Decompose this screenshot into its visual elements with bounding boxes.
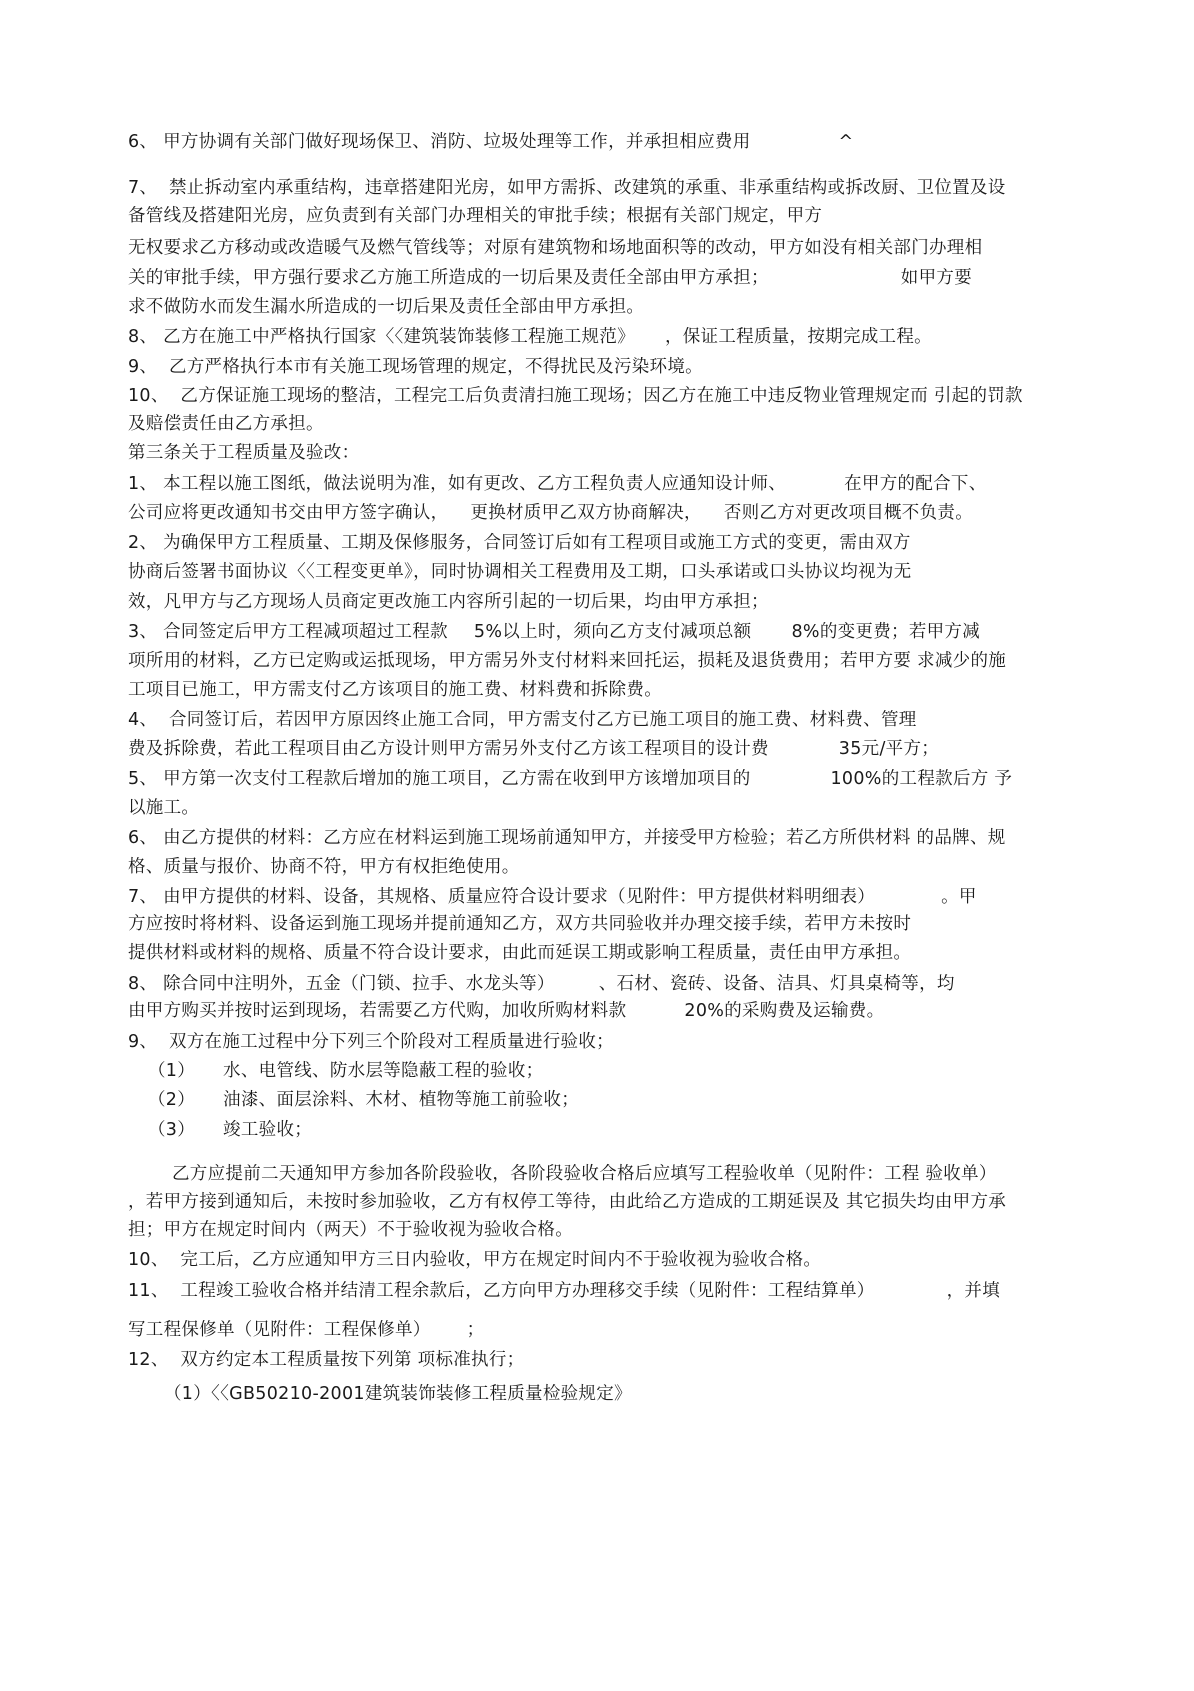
text-line: 费及拆除费，若此工程项目由乙方设计则甲方需另外支付乙方该工程项目的设计费 35元/平方； xyxy=(128,739,940,759)
text-line: 及赔偿责任由乙方承担。 xyxy=(128,414,324,434)
text-line: 格、质量与报价、协商不符，甲方有权拒绝使用。 xyxy=(128,857,520,877)
text-line: 方应按时将材料、设备运到施工现场并提前通知乙方，双方共同验收并办理交接手续，若甲方未按时 xyxy=(128,914,912,934)
quality-clause-7-line: 7、 由甲方提供的材料、设备，其规格、质量应符合设计要求（见附件：甲方提供材料明细表） 。甲 xyxy=(128,887,977,907)
text-line: 以施工。 xyxy=(128,798,200,818)
text-line: 担；甲方在规定时间内（两天）不于验收视为验收合格。 xyxy=(128,1220,573,1240)
text-line: 写工程保修单（见附件：工程保修单） ； xyxy=(128,1320,485,1340)
quality-clause-2-line: 2、 为确保甲方工程质量、工期及保修服务，合同签订后如有工程项目或施工方式的变更，需由双方 xyxy=(128,533,911,553)
text-line: 工项目已施工，甲方需支付乙方该项目的施工费、材料费和拆除费。 xyxy=(128,680,662,700)
text-line: 提供材料或材料的规格、质量不符合设计要求，由此而延误工期或影响工程质量，责任由甲方承担。 xyxy=(128,943,912,963)
clause-7-line: 7、 禁止拆动室内承重结构，违章搭建阳光房，如甲方需拆、改建筑的承重、非承重结构或拆改厨、卫位置及设 xyxy=(128,178,1006,198)
text-line: 备管线及搭建阳光房，应负责到有关部门办理相关的审批手续；根据有关部门规定，甲方 xyxy=(128,206,823,226)
acceptance-stage-1: （1） 水、电管线、防水层等隐蔽工程的验收； xyxy=(148,1061,544,1081)
text-line: 关的审批手续，甲方强行要求乙方施工所造成的一切后果及责任全部由甲方承担； 如甲方要 xyxy=(128,268,972,288)
clause-9-line: 9、 乙方严格执行本市有关施工现场管理的规定，不得扰民及污染环境。 xyxy=(128,357,703,377)
quality-clause-6-line: 6、 由乙方提供的材料：乙方应在材料运到施工现场前通知甲方，并接受甲方检验；若乙方所供材料 的品牌、规 xyxy=(128,828,1006,848)
quality-clause-11-line: 11、 工程竣工验收合格并结清工程余款后，乙方向甲方办理移交手续（见附件：工程结算单） ，并填 xyxy=(128,1281,1000,1301)
text-line: 效，凡甲方与乙方现场人员商定更改施工内容所引起的一切后果，均由甲方承担； xyxy=(128,592,769,612)
text-line: 项所用的材料，乙方已定购或运抵现场，甲方需另外支付材料来回托运，损耗及退货费用；若甲方要 求减少的施 xyxy=(128,651,1007,671)
quality-clause-12-line: 12、 双方约定本工程质量按下列第 项标准执行； xyxy=(128,1350,525,1370)
quality-clause-10-line: 10、 完工后，乙方应通知甲方三日内验收，甲方在规定时间内不于验收视为验收合格。 xyxy=(128,1250,822,1270)
quality-clause-1-line: 1、 本工程以施工图纸，做法说明为准，如有更改、乙方工程负责人应通知设计师、 在甲方的配合下、 xyxy=(128,474,987,494)
clause-10-line: 10、 乙方保证施工现场的整洁，工程完工后负责清扫施工现场；因乙方在施工中违反物业管理规定而 引起的罚款 xyxy=(128,386,1023,406)
acceptance-paragraph-line: 乙方应提前二天通知甲方参加各阶段验收，各阶段验收合格后应填写工程验收单（见附件：工程 验收单） xyxy=(172,1164,997,1184)
acceptance-stage-2: （2） 油漆、面层涂料、木材、植物等施工前验收； xyxy=(148,1090,580,1110)
acceptance-stage-3: （3） 竣工验收； xyxy=(148,1120,313,1140)
text-line: ，若甲方接到通知后，未按时参加验收，乙方有权停工等待，由此给乙方造成的工期延误及 其它损失均由甲方承 xyxy=(128,1192,1007,1212)
clause-6-line: 6、 甲方协调有关部门做好现场保卫、消防、垃圾处理等工作，并承担相应费用 ^ xyxy=(128,132,854,152)
text-line: 求不做防水而发生漏水所造成的一切后果及责任全部由甲方承担。 xyxy=(128,297,645,317)
quality-clause-9-line: 9、 双方在施工过程中分下列三个阶段对工程质量进行验收； xyxy=(128,1032,614,1052)
section-heading: 第三条关于工程质量及验改： xyxy=(128,443,360,463)
quality-clause-8-line: 8、 除合同中注明外，五金（门锁、拉手、水龙头等） 、石材、瓷砖、设备、洁具、灯具桌椅等，均 xyxy=(128,974,955,994)
text-line: 由甲方购买并按时运到现场，若需要乙方代购，加收所购材料款 20%的采购费及运输费。 xyxy=(128,1001,885,1021)
text-line: 无权要求乙方移动或改造暖气及燃气管线等；对原有建筑物和场地面积等的改动，甲方如没有相关部门办理相 xyxy=(128,238,983,258)
quality-clause-4-line: 4、 合同签订后，若因甲方原因终止施工合同，甲方需支付乙方已施工项目的施工费、材料费、管理 xyxy=(128,710,917,730)
text-line: 公司应将更改通知书交由甲方签字确认， 更换材质甲乙双方协商解决， 否则乙方对更改项目概不负责。 xyxy=(128,503,974,523)
standard-option-1: （1）〈〈GB50210-2001建筑装饰装修工程质量检验规定》 xyxy=(164,1384,632,1404)
quality-clause-3-line: 3、 合同签定后甲方工程减项超过工程款 5%以上时，须向乙方支付减项总额 8%的变更费；若甲方减 xyxy=(128,622,981,642)
text-line: 协商后签署书面协议〈〈工程变更单》，同时协调相关工程费用及工期，口头承诺或口头协议均视为无 xyxy=(128,562,912,582)
clause-8-line: 8、 乙方在施工中严格执行国家〈〈建筑装饰装修工程施工规范》 ，保证工程质量，按期完成工程。 xyxy=(128,327,932,347)
quality-clause-5-line: 5、 甲方第一次支付工程款后增加的施工项目，乙方需在收到甲方该增加项目的 100%的工程款后方 予 xyxy=(128,769,1013,789)
